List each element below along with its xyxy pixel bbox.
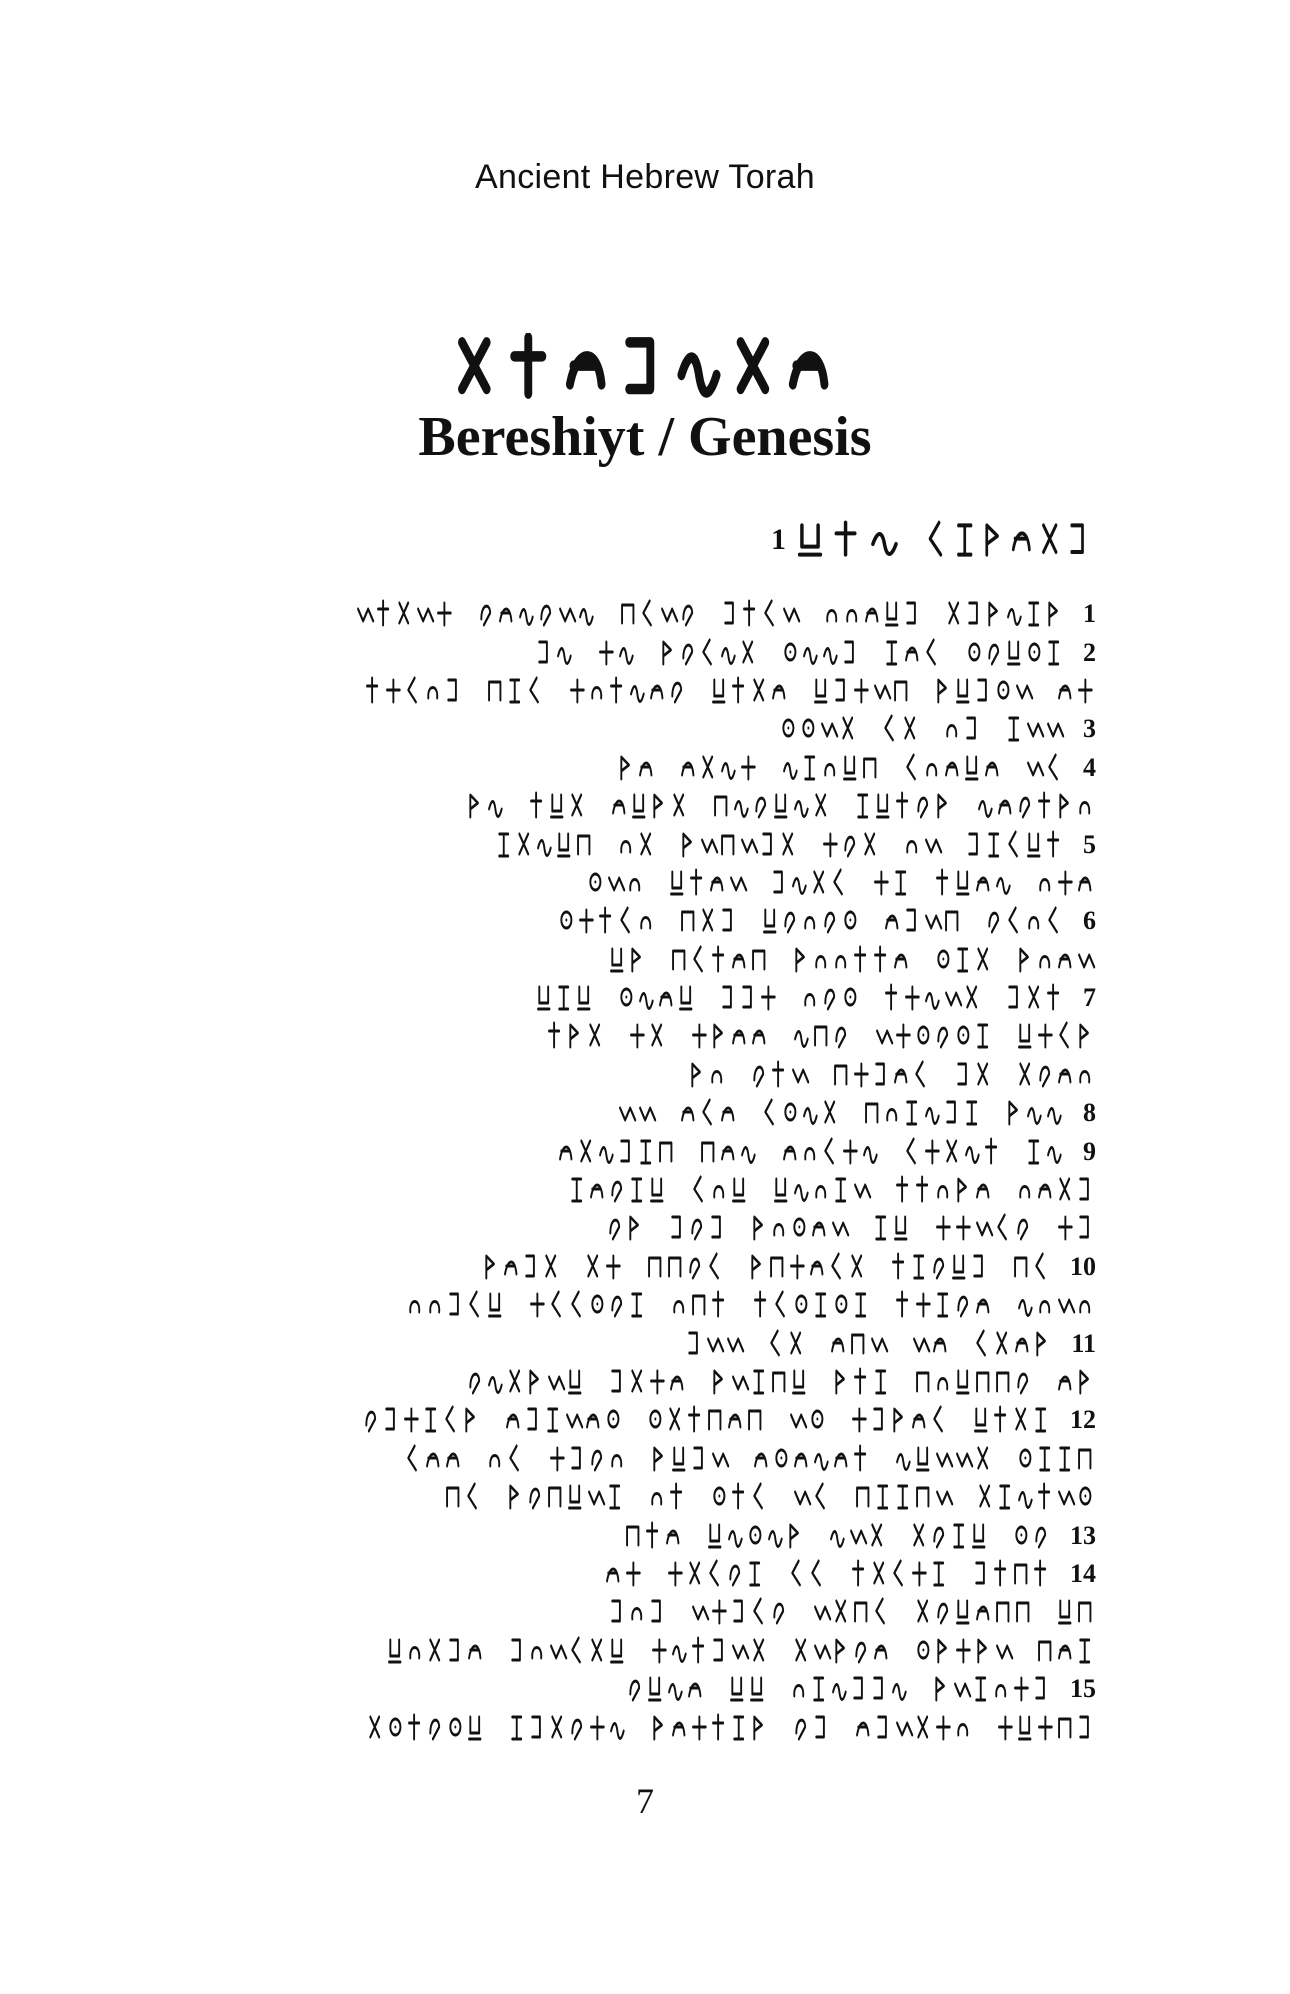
paleo-hebrew-word — [781, 1137, 881, 1167]
paleo-hebrew-word — [648, 1482, 688, 1512]
paleo-hebrew-word — [568, 1175, 668, 1205]
verse-number: 8 — [1083, 1098, 1096, 1128]
paleo-hebrew-word — [883, 906, 963, 936]
paleo-hebrew-word — [557, 906, 657, 936]
paleo-hebrew-word — [854, 1482, 954, 1512]
paleo-hebrew-word — [362, 1405, 482, 1435]
paleo-hebrew-word — [792, 945, 912, 975]
verse-number: 6 — [1083, 906, 1096, 936]
paleo-hebrew-word — [788, 1559, 828, 1589]
paleo-hebrew-word — [444, 1482, 484, 1512]
paleo-hebrew-word — [965, 638, 1065, 668]
paleo-hebrew-word — [854, 1713, 974, 1743]
paleo-hebrew-word — [466, 1367, 586, 1397]
paleo-hebrew-word — [932, 1674, 1052, 1704]
verse-line — [200, 1440, 1096, 1478]
paleo-hebrew-word — [772, 1175, 872, 1205]
paleo-hebrew-word — [996, 1713, 1096, 1743]
paleo-hebrew-word — [854, 791, 954, 821]
chapter-heading-paleo-hebrew — [794, 520, 1094, 560]
paleo-hebrew-word — [535, 983, 595, 1013]
paleo-hebrew-word — [685, 1329, 745, 1359]
paleo-hebrew-word — [721, 599, 801, 629]
paleo-hebrew-word — [486, 1444, 526, 1474]
verse-line — [200, 1401, 1096, 1439]
paleo-hebrew-word — [903, 1137, 1003, 1167]
paleo-hebrew-word — [801, 983, 861, 1013]
verse-number: 13 — [1070, 1520, 1096, 1550]
paleo-hebrew-word — [903, 830, 943, 860]
paleo-hebrew-word — [761, 906, 861, 936]
paleo-hebrew-word — [1016, 1021, 1096, 1051]
verse-number: 12 — [1070, 1405, 1096, 1435]
paleo-hebrew-word — [646, 1405, 766, 1435]
paleo-hebrew-word — [829, 1329, 889, 1359]
paleo-hebrew-word — [690, 1597, 790, 1627]
verse-line — [200, 595, 1096, 633]
paleo-hebrew-word — [597, 638, 637, 668]
paleo-hebrew-word — [823, 599, 923, 629]
paleo-hebrew-word — [752, 1444, 872, 1474]
paleo-hebrew-word — [606, 1213, 646, 1243]
paleo-hebrew-word — [617, 983, 697, 1013]
paleo-hebrew-word — [828, 1521, 888, 1551]
paleo-hebrew-word — [712, 791, 832, 821]
paleo-hebrew-word — [973, 1329, 1053, 1359]
paleo-hebrew-word — [688, 1060, 728, 1090]
paleo-hebrew-word — [706, 1521, 806, 1551]
paleo-hebrew-word — [690, 1021, 770, 1051]
paleo-hebrew-word — [650, 1444, 730, 1474]
paleo-hebrew-word — [546, 1021, 606, 1051]
paleo-hebrew-word — [710, 1367, 810, 1397]
paleo-hebrew-word — [779, 714, 859, 744]
paleo-hebrew-word — [668, 1213, 728, 1243]
paleo-hebrew-word — [506, 1482, 626, 1512]
paleo-hebrew-word — [690, 1175, 750, 1205]
paleo-hebrew-word — [1016, 1444, 1096, 1474]
paleo-hebrew-word — [710, 676, 790, 706]
paleo-hebrew-word — [528, 1290, 648, 1320]
paleo-hebrew-word — [628, 1021, 668, 1051]
paleo-hebrew-word — [781, 753, 881, 783]
paleo-hebrew-word — [466, 791, 506, 821]
paleo-hebrew-word — [883, 983, 983, 1013]
paleo-hebrew-word — [903, 753, 1003, 783]
paleo-hebrew-word — [619, 599, 699, 629]
paleo-hebrew-word — [750, 1213, 850, 1243]
verse-line — [200, 825, 1096, 863]
paleo-hebrew-word — [557, 1137, 677, 1167]
verse-line — [200, 1248, 1096, 1286]
paleo-hebrew-word — [1005, 983, 1065, 1013]
paleo-hebrew-word — [699, 1137, 759, 1167]
paleo-hebrew-word — [608, 945, 648, 975]
paleo-hebrew-word — [934, 676, 1034, 706]
paleo-hebrew-word — [679, 753, 759, 783]
paleo-hebrew-word — [985, 906, 1065, 936]
paleo-hebrew-word — [670, 945, 770, 975]
verse-line — [200, 1056, 1096, 1094]
paleo-hebrew-word — [792, 1636, 892, 1666]
verse-line — [200, 1708, 1096, 1746]
paleo-hebrew-word — [812, 1597, 892, 1627]
paleo-hebrew-word — [477, 599, 597, 629]
paleo-hebrew-word — [1012, 1521, 1052, 1551]
paleo-hebrew-word — [954, 1060, 994, 1090]
verse-line — [200, 1286, 1096, 1324]
paleo-hebrew-word — [1005, 1098, 1065, 1128]
paleo-hebrew-word — [406, 1290, 506, 1320]
paleo-hebrew-word — [770, 868, 850, 898]
paleo-hebrew-word — [1025, 753, 1065, 783]
paleo-hebrew-word — [650, 1713, 770, 1743]
paleo-hebrew-word — [604, 1559, 644, 1589]
paleo-hebrew-word — [535, 638, 575, 668]
paleo-hebrew-word — [584, 1252, 624, 1282]
paleo-hebrew-word — [914, 1367, 1034, 1397]
verse-line — [200, 864, 1096, 902]
verse-number: 2 — [1083, 637, 1096, 667]
paleo-hebrew-word — [1056, 1213, 1096, 1243]
paleo-hebrew-word — [508, 1636, 628, 1666]
paleo-hebrew-word — [792, 1021, 852, 1051]
paleo-hebrew-word — [1056, 1597, 1096, 1627]
paleo-hebrew-word — [728, 1674, 768, 1704]
paleo-hebrew-word — [914, 1597, 1034, 1627]
paleo-hebrew-word — [679, 830, 799, 860]
paleo-hebrew-word — [355, 599, 455, 629]
paleo-hebrew-word — [608, 1367, 688, 1397]
verse-number: 11 — [1071, 1328, 1096, 1358]
paleo-hebrew-word — [850, 1559, 950, 1589]
paleo-hebrew-word — [610, 791, 690, 821]
chapter-heading — [771, 518, 1094, 562]
paleo-hebrew-word — [666, 1559, 766, 1589]
paleo-hebrew-word — [548, 1444, 628, 1474]
paleo-hebrew-word — [945, 599, 1065, 629]
paleo-hebrew-word — [972, 1559, 1052, 1589]
paleo-hebrew-word — [821, 830, 881, 860]
verse-text-block — [200, 595, 1096, 1747]
verse-line — [200, 1132, 1096, 1170]
paleo-hebrew-word — [767, 1329, 807, 1359]
paleo-hebrew-word — [943, 714, 983, 744]
paleo-hebrew-word — [965, 830, 1065, 860]
paleo-hebrew-word — [1036, 1636, 1096, 1666]
paleo-hebrew-word — [1025, 1137, 1065, 1167]
paleo-hebrew-word — [1016, 1290, 1096, 1320]
paleo-hebrew-word — [386, 1636, 486, 1666]
paleo-hebrew-word — [748, 1252, 868, 1282]
paleo-hebrew-word — [624, 1521, 684, 1551]
verse-number: 7 — [1083, 983, 1096, 1013]
paleo-hebrew-word — [670, 1290, 730, 1320]
verse-line — [200, 979, 1096, 1017]
verse-number: 15 — [1070, 1674, 1096, 1704]
paleo-hebrew-word — [832, 1367, 892, 1397]
paleo-hebrew-word — [659, 638, 759, 668]
verse-line — [200, 902, 1096, 940]
verse-line — [200, 1209, 1096, 1247]
paleo-hebrew-word — [1012, 1252, 1052, 1282]
paleo-hebrew-word — [710, 1482, 770, 1512]
paleo-hebrew-word — [1005, 714, 1065, 744]
verse-number: 3 — [1083, 714, 1096, 744]
paleo-hebrew-word — [874, 1021, 994, 1051]
verse-number: 5 — [1083, 829, 1096, 859]
verse-line — [200, 672, 1096, 710]
paleo-hebrew-word — [508, 1713, 628, 1743]
paleo-hebrew-word — [752, 1290, 872, 1320]
paleo-hebrew-word — [890, 1252, 990, 1282]
paleo-hebrew-word — [911, 1329, 951, 1359]
running-head: Ancient Hebrew Torah — [475, 158, 815, 196]
verse-line — [200, 633, 1096, 671]
paleo-hebrew-word — [668, 868, 748, 898]
paleo-hebrew-word — [894, 1444, 994, 1474]
paleo-hebrew-word — [792, 1713, 832, 1743]
paleo-hebrew-word — [1056, 1367, 1096, 1397]
paleo-hebrew-word — [617, 1098, 657, 1128]
paleo-hebrew-word — [364, 676, 464, 706]
paleo-hebrew-word — [1016, 1060, 1096, 1090]
paleo-hebrew-word — [404, 1444, 464, 1474]
paleo-hebrew-word — [750, 1060, 810, 1090]
paleo-hebrew-word — [719, 983, 779, 1013]
paleo-hebrew-word — [528, 791, 588, 821]
paleo-hebrew-word — [790, 1674, 910, 1704]
paleo-hebrew-word — [650, 1636, 770, 1666]
paleo-hebrew-word — [832, 1060, 932, 1090]
paleo-hebrew-word — [972, 1405, 1052, 1435]
paleo-hebrew-word — [486, 676, 546, 706]
paleo-hebrew-word — [366, 1713, 486, 1743]
verse-line — [200, 710, 1096, 748]
verse-line — [200, 1171, 1096, 1209]
paleo-hebrew-word — [792, 1482, 832, 1512]
paleo-hebrew-word — [1016, 1175, 1096, 1205]
verse-line — [200, 1017, 1096, 1055]
paleo-hebrew-word — [617, 753, 657, 783]
paleo-hebrew-word — [863, 1098, 983, 1128]
paleo-hebrew-word — [894, 1175, 994, 1205]
paleo-hebrew-word — [679, 906, 739, 936]
paleo-hebrew-word — [679, 1098, 739, 1128]
verse-number: 14 — [1070, 1558, 1096, 1588]
paleo-hebrew-word — [976, 791, 1096, 821]
verse-line — [200, 1094, 1096, 1132]
verse-line — [200, 941, 1096, 979]
verse-line — [200, 1516, 1096, 1554]
paleo-hebrew-word — [872, 1213, 912, 1243]
paleo-hebrew-word — [914, 1636, 1014, 1666]
paleo-hebrew-word — [976, 1482, 1096, 1512]
book-title-paleo-hebrew — [450, 333, 840, 403]
paleo-hebrew-word — [934, 868, 1014, 898]
verse-number: 1 — [1083, 599, 1096, 629]
paleo-hebrew-word — [608, 1597, 668, 1627]
verse-line — [200, 1478, 1096, 1516]
paleo-hebrew-word — [568, 676, 688, 706]
verse-line — [200, 1593, 1096, 1631]
verse-line — [200, 787, 1096, 825]
paleo-hebrew-word — [586, 868, 646, 898]
paleo-hebrew-word — [883, 638, 943, 668]
verse-line — [200, 1363, 1096, 1401]
paleo-hebrew-word — [1056, 676, 1096, 706]
paleo-hebrew-word — [881, 714, 921, 744]
paleo-hebrew-word — [910, 1521, 990, 1551]
paleo-hebrew-word — [646, 1252, 726, 1282]
paleo-hebrew-word — [934, 945, 994, 975]
paleo-hebrew-word — [1036, 868, 1096, 898]
verse-line — [200, 749, 1096, 787]
verse-number: 4 — [1083, 752, 1096, 782]
paleo-hebrew-word — [894, 1290, 994, 1320]
verse-line — [200, 1555, 1096, 1593]
chapter-number: 1 — [771, 523, 786, 556]
paleo-hebrew-word — [1016, 945, 1096, 975]
paleo-hebrew-word — [504, 1405, 624, 1435]
paleo-hebrew-word — [812, 676, 912, 706]
paleo-hebrew-word — [872, 868, 912, 898]
paleo-hebrew-word — [850, 1405, 950, 1435]
page-number: 7 — [636, 1781, 654, 1821]
paleo-hebrew-word — [781, 638, 861, 668]
paleo-hebrew-word — [495, 830, 595, 860]
paleo-hebrew-word — [761, 1098, 841, 1128]
paleo-hebrew-word — [788, 1405, 828, 1435]
verse-line — [200, 1670, 1096, 1708]
book-title: Bereshiyt / Genesis — [418, 406, 872, 468]
verse-number: 9 — [1083, 1136, 1096, 1166]
paleo-hebrew-word — [626, 1674, 706, 1704]
paleo-hebrew-word — [482, 1252, 562, 1282]
paleo-hebrew-word — [617, 830, 657, 860]
verse-line — [200, 1632, 1096, 1670]
paleo-hebrew-word — [934, 1213, 1034, 1243]
verse-number: 10 — [1070, 1251, 1096, 1281]
verse-line — [200, 1324, 1096, 1362]
